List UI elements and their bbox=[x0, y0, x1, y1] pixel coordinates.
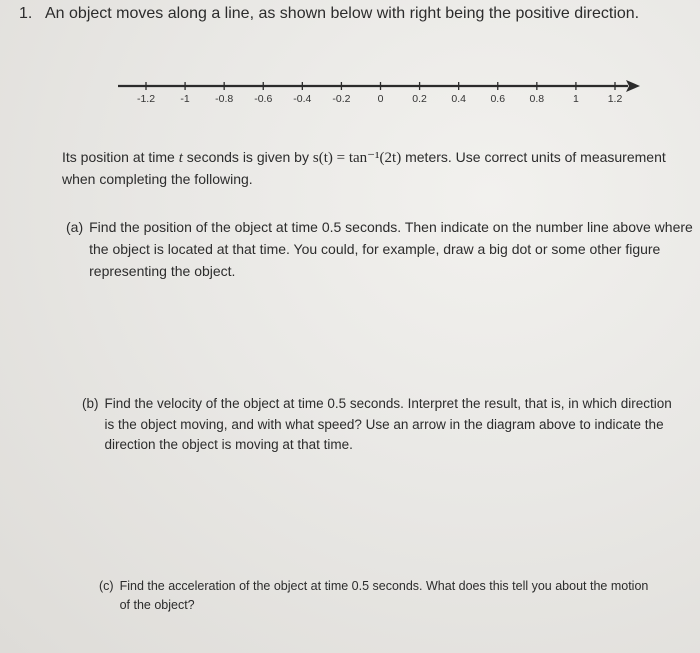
number-line-tick-label: -0.8 bbox=[215, 93, 234, 105]
number-line-tick-label: -1 bbox=[180, 93, 190, 105]
part-a-text: Find the position of the object at time 0.5 seconds. Then indicate on the number line above where the object is located at that time. You could, for example, draw a big dot or some other figure representing the object. bbox=[89, 219, 693, 279]
number-line-tick-label: 1.2 bbox=[607, 93, 623, 105]
number-line-labels bbox=[137, 93, 622, 105]
part-a bbox=[66, 216, 696, 282]
number-line bbox=[0, 0, 700, 120]
number-line-tick-label: -0.6 bbox=[254, 93, 273, 105]
number-line-tick-label: -1.2 bbox=[136, 93, 156, 105]
number-line-tick-label: -0.4 bbox=[293, 93, 312, 105]
part-b-letter: (b) bbox=[82, 396, 99, 411]
number-line-tick-label: 0.4 bbox=[451, 93, 466, 105]
number-line-tick-label: 0.8 bbox=[529, 93, 545, 105]
part-b-text: Find the velocity of the object at time 0.5 seconds. Interpret the result, that is, in which direction is the object moving, and with what speed? Use an arrow in the diagram above to indicate the direction the object is moving at that time. bbox=[104, 396, 672, 452]
part-a-letter: (a) bbox=[66, 219, 84, 235]
problem-number: 1. bbox=[19, 5, 33, 22]
number-line-arrowhead bbox=[626, 80, 640, 92]
position-text-start: Its position at time bbox=[62, 149, 179, 165]
position-text-end: meters. Use correct units of measurement when completing the following. bbox=[62, 149, 666, 187]
part-c-letter: (c) bbox=[99, 579, 114, 593]
part-b bbox=[82, 394, 682, 456]
number-line-tick-label: 0.6 bbox=[490, 93, 506, 105]
part-c bbox=[99, 577, 659, 615]
time-variable: t bbox=[178, 150, 183, 166]
number-line-tick-label: 0 bbox=[377, 93, 384, 105]
number-line-tick-label: 1 bbox=[572, 93, 579, 105]
number-line-tick-label: -0.2 bbox=[332, 93, 351, 105]
part-c-text: Find the acceleration of the object at time 0.5 seconds. What does this tell you about the motion of the object? bbox=[119, 579, 649, 612]
position-text-middle: seconds is given by bbox=[182, 149, 313, 165]
problem-intro: An object moves along a line, as shown below with right being the positive direction. bbox=[45, 5, 640, 22]
number-line-tick-label: 0.2 bbox=[412, 93, 427, 105]
position-statement bbox=[62, 147, 682, 190]
position-formula: s(t) = tan⁻¹(2t) bbox=[312, 150, 402, 166]
